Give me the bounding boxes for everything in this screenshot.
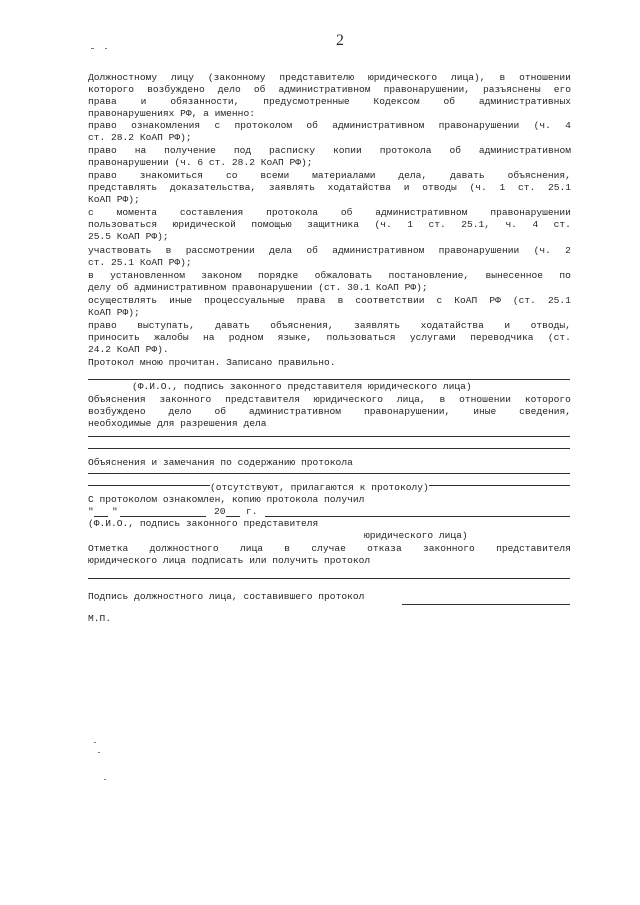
intro-line: правонарушениях РФ, а именно:	[88, 108, 255, 119]
word: законом	[201, 270, 242, 281]
word: обязанности,	[170, 96, 240, 107]
word: отказа	[367, 543, 402, 554]
right-item-line: правонарушении (ч. 6 ст. 28.2 КоАП РФ);	[88, 157, 313, 168]
word: правонарушении	[490, 207, 571, 218]
right-item-line: ст. 28.2 КоАП РФ);	[88, 132, 192, 143]
remarks-label: Объяснения и замечания по содержанию протокола	[88, 457, 353, 468]
word: с	[88, 207, 94, 218]
date-year-suffix: г.	[246, 506, 258, 517]
word: которого	[524, 394, 571, 405]
word: юридического	[313, 394, 383, 405]
fio-caption: (Ф.И.О., подпись законного представителя	[88, 518, 319, 529]
word: правонарушении,	[383, 84, 470, 95]
right-item-line	[88, 182, 571, 193]
word: жалобы	[154, 332, 189, 343]
word: в	[439, 394, 446, 405]
word: установленном	[110, 270, 185, 281]
word: возбуждено	[147, 84, 205, 95]
word: (ст.	[512, 295, 536, 306]
word: вынесенное	[485, 270, 544, 281]
word: Отметка	[88, 543, 129, 554]
acquainted-statement: С протоколом ознакомлен, копию протокола получил	[88, 494, 365, 505]
word: доказательства,	[169, 182, 257, 193]
word: участвовать	[88, 245, 152, 256]
word: административном	[332, 245, 425, 256]
word: со	[225, 170, 238, 181]
word: правонарушении,	[363, 406, 451, 417]
word: заявлять	[268, 182, 315, 193]
word: (ч.	[469, 182, 487, 193]
word: сведения,	[519, 406, 571, 417]
word: представителя	[496, 543, 571, 554]
word: законного	[422, 543, 475, 554]
word: административном	[332, 120, 425, 131]
word: по	[559, 270, 571, 281]
scan-speck	[105, 48, 107, 49]
word: материалами	[312, 170, 376, 181]
word: протокола	[379, 145, 432, 156]
word: случае	[311, 543, 346, 554]
word: законного	[159, 394, 212, 405]
word: лица,	[396, 394, 426, 405]
blank-line	[88, 578, 570, 579]
word: услугами	[409, 332, 456, 343]
word: ходатайства	[327, 182, 392, 193]
word: с	[214, 120, 221, 131]
word: составления	[179, 207, 244, 218]
word: административном	[248, 406, 342, 417]
word: и	[403, 182, 410, 193]
word: правонарушении	[438, 245, 520, 256]
word: предусмотренные	[263, 96, 350, 107]
signature-line	[402, 604, 570, 605]
page-number: 2	[336, 32, 344, 49]
word: ст.	[428, 219, 446, 230]
date-year-prefix: 20	[214, 506, 226, 517]
word: представителя	[225, 394, 300, 405]
word: Должностному	[88, 72, 158, 83]
word: рассмотрении	[185, 245, 255, 256]
refusal-note-line	[88, 543, 571, 554]
word: административном	[375, 207, 468, 218]
word: переводчика	[470, 332, 534, 343]
word: 25.1	[547, 182, 571, 193]
right-item-line	[88, 332, 571, 343]
word: ст.	[517, 182, 536, 193]
absent-attached-caption: (отсутствуют, прилагаются к протоколу)	[210, 482, 429, 493]
signature-caption: (Ф.И.О., подпись законного представителя юридического лица)	[132, 381, 472, 392]
word: постановление,	[388, 270, 470, 281]
word: расписку	[269, 145, 316, 156]
word: с	[436, 295, 443, 306]
date-month-line	[120, 516, 206, 517]
explanations-line	[88, 406, 571, 417]
word: 25.1	[547, 295, 571, 306]
explanations-line: необходимые для разрешения дела	[88, 418, 267, 429]
word: и	[140, 96, 147, 107]
word: порядке	[257, 270, 299, 281]
word: защитника	[307, 219, 359, 230]
word: момента	[116, 207, 157, 218]
word: право	[88, 320, 117, 331]
word: должностного	[149, 543, 219, 554]
word: разъяснены	[483, 84, 541, 95]
word: (ч.	[533, 245, 551, 256]
read-statement: Протокол мною прочитан. Записано правильно.	[88, 357, 336, 368]
fio-caption-cont: юридического лица)	[364, 530, 468, 541]
word: об	[306, 245, 318, 256]
word: Кодексом	[373, 96, 420, 107]
word: в	[88, 270, 94, 281]
word: отношении	[459, 394, 511, 405]
word: отводы,	[530, 320, 571, 331]
right-item-line	[88, 320, 571, 331]
date-year-line	[226, 516, 240, 517]
word: выступать,	[137, 320, 195, 331]
word: административных	[478, 96, 571, 107]
word: пользоваться	[88, 219, 158, 230]
word: ходатайства	[420, 320, 484, 331]
right-item-line	[88, 120, 571, 131]
word: об	[214, 406, 226, 417]
word: правонарушении	[438, 120, 520, 131]
word: (ч.	[374, 219, 392, 230]
word: родном	[228, 332, 264, 343]
word: отношении	[519, 72, 571, 83]
blank-line	[88, 473, 570, 474]
word: об	[443, 96, 455, 107]
word: в	[284, 543, 291, 554]
word: КоАП	[454, 295, 478, 306]
word: право	[88, 170, 117, 181]
word: лица	[239, 543, 263, 554]
right-item-line	[88, 207, 571, 218]
right-item-line	[88, 145, 571, 156]
word: РФ	[489, 295, 501, 306]
right-item-line: 24.2 КоАП РФ).	[88, 344, 169, 355]
word: и	[504, 320, 511, 331]
refusal-note-line: юридического лица подписать или получить протокол	[88, 555, 371, 566]
word: 2	[565, 245, 571, 256]
word: всеми	[260, 170, 290, 181]
intro-line	[88, 72, 571, 83]
word: на	[134, 145, 147, 156]
word: права	[296, 295, 326, 306]
word: иные	[473, 406, 497, 417]
word: представлять	[88, 182, 158, 193]
right-item-line: 25.5 КоАП РФ);	[88, 231, 169, 242]
word: процессуальные	[204, 295, 285, 306]
word: (законному	[207, 72, 266, 83]
official-signature-label: Подпись должностного лица, составившего протокол	[88, 591, 365, 602]
scan-speck	[98, 752, 100, 753]
word: помощью	[251, 219, 292, 230]
explanations-line	[88, 394, 571, 405]
word: 4	[565, 120, 571, 131]
date-day-line	[94, 516, 108, 517]
right-item-line: КоАП РФ);	[88, 194, 140, 205]
word: давать	[215, 320, 250, 331]
word: административном	[278, 84, 371, 95]
right-item-line	[88, 170, 571, 181]
word: об	[306, 120, 318, 131]
word: языке,	[277, 332, 313, 343]
signature-line	[88, 379, 570, 380]
word: 1	[407, 219, 413, 230]
scan-speck	[91, 48, 94, 49]
word: ч.	[505, 219, 517, 230]
word: приносить	[88, 332, 140, 343]
word: административном	[478, 145, 571, 156]
word: дело	[168, 406, 192, 417]
word: объяснения,	[507, 170, 571, 181]
blank-line	[88, 448, 570, 449]
intro-line	[88, 96, 571, 107]
word: Объяснения	[88, 394, 146, 405]
word: получение	[164, 145, 216, 156]
word: представителю	[279, 72, 355, 83]
word: под	[233, 145, 252, 156]
word: об	[449, 145, 461, 156]
word: объяснения,	[270, 320, 334, 331]
word: в	[499, 72, 506, 83]
word: на	[202, 332, 215, 343]
word: которого	[88, 84, 135, 95]
right-item-line: КоАП РФ);	[88, 307, 140, 318]
signature-line	[265, 516, 570, 517]
word: юридического	[368, 72, 438, 83]
word: его	[553, 84, 571, 95]
word: возбуждено	[88, 406, 146, 417]
word: право	[88, 145, 117, 156]
word: протоколом	[234, 120, 293, 131]
word: 4	[532, 219, 539, 230]
right-item-line	[88, 245, 571, 256]
word: ст.	[553, 219, 571, 230]
right-item-line	[88, 295, 571, 306]
right-item-line: ст. 25.1 КоАП РФ);	[88, 257, 192, 268]
right-item-line: делу об административном правонарушении (ст. 30.1 КоАП РФ);	[88, 282, 428, 293]
word: (ст.	[547, 332, 571, 343]
word: в	[337, 295, 344, 306]
word: давать	[450, 170, 485, 181]
word: лица),	[451, 72, 486, 83]
word: юридической	[172, 219, 236, 230]
word: иные	[169, 295, 193, 306]
word: дела,	[398, 170, 428, 181]
scan-speck	[104, 779, 106, 780]
intro-line	[88, 84, 571, 95]
blank-line	[88, 436, 570, 437]
word: дела	[269, 245, 293, 256]
date-quote-open: "	[88, 506, 94, 517]
word: обжаловать	[314, 270, 373, 281]
word: 25.1,	[461, 219, 490, 230]
word: ознакомления	[131, 120, 201, 131]
word: осуществлять	[88, 295, 158, 306]
word: соответствии	[355, 295, 425, 306]
word: заявлять	[354, 320, 401, 331]
word: копии	[333, 145, 362, 156]
word: отводы	[422, 182, 457, 193]
scan-speck	[94, 742, 96, 743]
word: 1	[499, 182, 506, 193]
word: протокола	[266, 207, 318, 218]
word: пользоваться	[326, 332, 396, 343]
word: лицу	[170, 72, 194, 83]
word: право	[88, 120, 117, 131]
word: об	[340, 207, 353, 218]
word: дело	[217, 84, 241, 95]
stamp-place: М.П.	[88, 613, 112, 624]
right-item-line	[88, 270, 571, 281]
word: знакомиться	[139, 170, 204, 181]
word: в	[165, 245, 172, 256]
word: об	[253, 84, 266, 95]
word: (ч.	[533, 120, 551, 131]
word: права	[88, 96, 117, 107]
date-quote-close: "	[112, 506, 118, 517]
right-item-line	[88, 219, 571, 230]
